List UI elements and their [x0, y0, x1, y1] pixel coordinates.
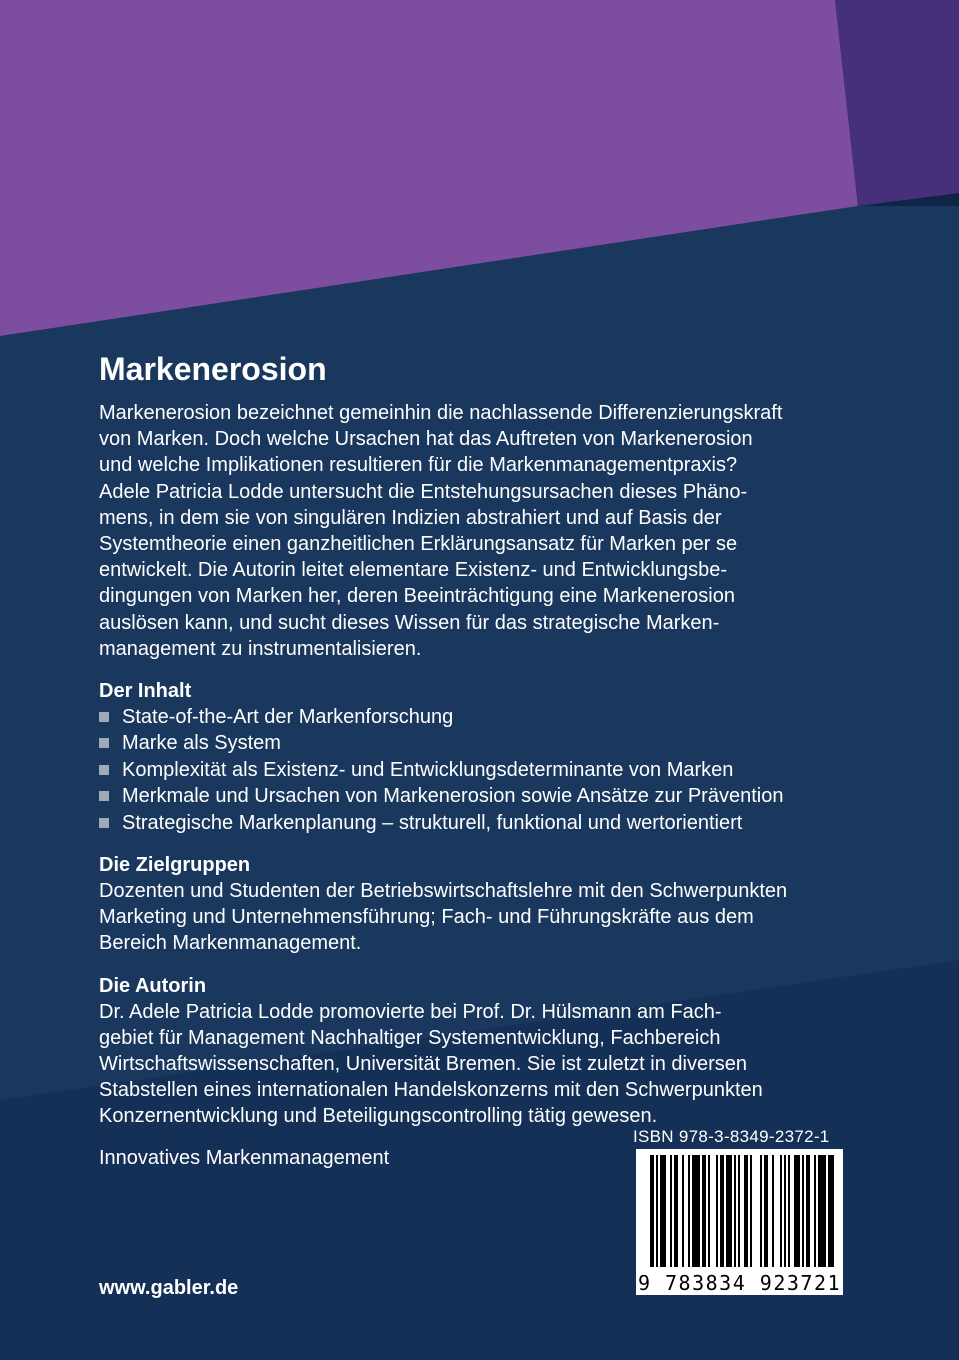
barcode-bar	[780, 1155, 782, 1267]
bullet-square-icon	[99, 791, 109, 801]
audience-line: Marketing und Unternehmensführung; Fach- und Führungskräfte aus dem	[99, 906, 754, 929]
barcode-bar	[750, 1155, 752, 1267]
list-item: Strategische Markenplanung – strukturell, funktional und wertorientiert	[99, 810, 859, 836]
audience-text	[99, 878, 859, 957]
barcode-bar	[828, 1155, 834, 1267]
list-item: State-of-the-Art der Markenforschung	[99, 704, 859, 730]
list-item: Komplexität als Existenz- und Entwicklungsdeterminante von Marken	[99, 757, 859, 783]
author-line: gebiet für Management Nachhaltiger Systementwicklung, Fachbereich	[99, 1026, 721, 1049]
audience-line: Dozenten und Studenten der Betriebswirtschaftslehre mit den Schwerpunkten	[99, 880, 788, 903]
barcode-bar	[794, 1155, 800, 1267]
author-text	[99, 999, 859, 1130]
barcode-bar	[660, 1155, 666, 1267]
bullet-square-icon	[99, 765, 109, 775]
intro-line: management zu instrumentalisieren.	[99, 637, 422, 660]
intro-line: mens, in dem sie von singulären Indizien abstrahiert und auf Basis der	[99, 506, 722, 529]
intro-line: und welche Implikationen resultieren für die Markenmanagementpraxis?	[99, 454, 738, 477]
author-heading: Die Autorin	[99, 974, 207, 997]
barcode	[636, 1149, 843, 1295]
barcode-bar	[734, 1155, 736, 1267]
bullet-square-icon	[99, 738, 109, 748]
barcode-bar	[692, 1155, 700, 1267]
author-line: Stabstellen eines internationalen Handelskonzerns mit den Schwerpunkten	[99, 1079, 763, 1102]
barcode-bar	[650, 1155, 654, 1267]
barcode-bar	[726, 1155, 732, 1267]
contents-heading: Der Inhalt	[99, 680, 192, 703]
intro-line: dingungen von Marken her, deren Beeinträchtigung eine Markenerosion	[99, 585, 735, 608]
barcode-bar	[682, 1155, 684, 1267]
intro-line: von Marken. Doch welche Ursachen hat das Auftreten von Markenerosion	[99, 428, 753, 451]
barcode-bar	[764, 1155, 768, 1267]
barcode-bar	[802, 1155, 804, 1267]
barcode-bar	[738, 1155, 740, 1267]
book-title: Markenerosion	[99, 351, 327, 387]
intro-line: Systemtheorie einen ganzheitlichen Erklärungsansatz für Marken per se	[99, 533, 738, 556]
barcode-bar	[818, 1155, 826, 1267]
intro-line: Markenerosion bezeichnet gemeinhin die nachlassende Differenzierungskraft	[99, 402, 783, 424]
intro-line: Adele Patricia Lodde untersucht die Entstehungsursachen dieses Phäno-	[99, 480, 748, 503]
barcode-bar	[656, 1155, 658, 1267]
barcode-number: 9 783834 923721	[637, 1271, 842, 1295]
barcode-bar	[788, 1155, 790, 1267]
intro-line: entwickelt. Die Autorin leitet elementare Existenz- und Entwicklungsbe-	[99, 559, 728, 582]
author-line: Wirtschaftswissenschaften, Universität Bremen. Sie ist zuletzt in diversen	[99, 1053, 748, 1076]
list-item: Marke als System	[99, 730, 859, 756]
cover-text	[99, 348, 859, 1130]
bullet-square-icon	[99, 818, 109, 828]
barcode-bar	[702, 1155, 706, 1267]
barcode-bar	[674, 1155, 678, 1267]
intro-line: auslösen kann, und sucht dieses Wissen für das strategische Marken-	[99, 611, 720, 634]
publisher-website: www.gabler.de	[99, 1277, 239, 1299]
series-name: Innovatives Markenmanagement	[99, 1147, 390, 1169]
barcode-bar	[744, 1155, 748, 1267]
barcode-bar	[760, 1155, 762, 1267]
barcode-bar	[716, 1155, 718, 1267]
barcode-bar	[814, 1155, 816, 1267]
author-line: Dr. Adele Patricia Lodde promovierte bei Prof. Dr. Hülsmann am Fach-	[99, 1000, 722, 1023]
barcode-bar	[772, 1155, 774, 1267]
barcode-bar	[670, 1155, 672, 1267]
barcode-bar	[806, 1155, 810, 1267]
list-item: Merkmale und Ursachen von Markenerosion sowie Ansätze zur Prävention	[99, 783, 859, 809]
audience-heading: Die Zielgruppen	[99, 854, 251, 877]
barcode-bars	[636, 1149, 843, 1273]
contents-list	[99, 704, 859, 836]
isbn-label: ISBN 978-3-8349-2372-1	[633, 1127, 830, 1146]
barcode-bar	[720, 1155, 724, 1267]
bullet-square-icon	[99, 712, 109, 722]
intro-text	[99, 400, 859, 662]
barcode-bar	[784, 1155, 786, 1267]
audience-line: Bereich Markenmanagement.	[99, 932, 362, 955]
barcode-bar	[708, 1155, 710, 1267]
barcode-bar	[688, 1155, 690, 1267]
author-line: Konzernentwicklung und Beteiligungscontrolling tätig gewesen.	[99, 1105, 658, 1128]
